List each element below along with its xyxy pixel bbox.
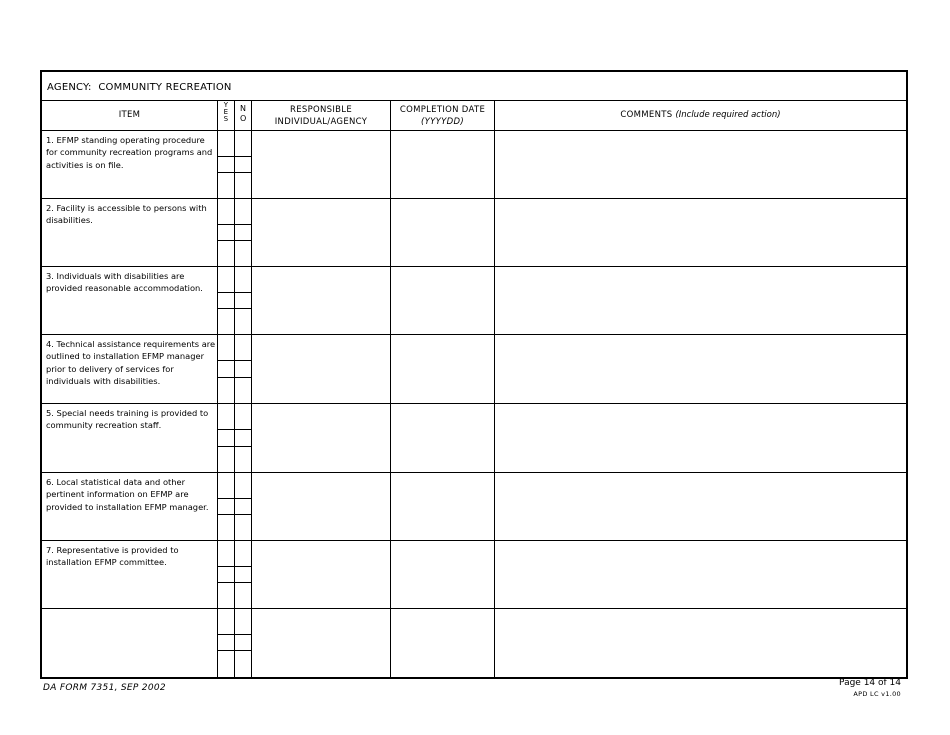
no-header-text: N O xyxy=(240,104,247,123)
form-id: DA FORM 7351, SEP 2002 xyxy=(43,683,166,693)
checklist-row-4 xyxy=(42,335,906,404)
checklist-row-5 xyxy=(42,404,906,473)
completion-header-line2: (YYYYDD) xyxy=(421,117,464,127)
checklist-form xyxy=(40,70,908,679)
page-number: Page 14 of 14 xyxy=(839,678,901,688)
no-column-header xyxy=(235,101,251,130)
checklist-row-1 xyxy=(42,131,906,199)
item-text: 3. Individuals with disabilities are provided reasonable accommodation. xyxy=(46,271,203,294)
checklist-row-8 xyxy=(42,609,906,677)
responsible-header-line2: INDIVIDUAL/AGENCY xyxy=(274,117,368,127)
item-text: 2. Facility is accessible to persons with disabilities. xyxy=(46,203,207,226)
column-divider xyxy=(217,101,218,677)
comments-header-note: (Include required action) xyxy=(675,110,781,120)
item-text: 1. EFMP standing operating procedure for community recreation programs and activities is on file. xyxy=(46,135,213,170)
comments-column-header xyxy=(495,101,906,130)
agency-label: AGENCY: xyxy=(47,82,92,93)
page-footer xyxy=(839,678,901,698)
checklist-row-7 xyxy=(42,541,906,609)
completion-header-line1: COMPLETION DATE xyxy=(399,105,486,115)
column-divider xyxy=(251,101,252,677)
item-text: 5. Special needs training is provided to community recreation staff. xyxy=(46,408,209,431)
item-text: 6. Local statistical data and other pertinent information on EFMP are provided to installation EFMP manager. xyxy=(46,477,209,512)
column-divider xyxy=(494,101,495,677)
table-header xyxy=(42,101,906,131)
comments-header-label: COMMENTS xyxy=(620,110,673,120)
yes-column-header xyxy=(218,101,234,130)
agency-field[interactable] xyxy=(42,72,906,101)
item-text: 4. Technical assistance requirements are outlined to installation EFMP manager prior to delivery of services for individuals with disabilities. xyxy=(46,339,216,386)
responsible-column-header xyxy=(252,101,390,130)
item-text: 7. Representative is provided to installation EFMP committee. xyxy=(46,545,179,568)
version-label: APD LC v1.00 xyxy=(853,690,901,698)
completion-column-header xyxy=(391,101,494,130)
column-divider xyxy=(390,101,391,677)
agency-value: COMMUNITY RECREATION xyxy=(98,82,232,93)
responsible-header-line1: RESPONSIBLE xyxy=(290,105,352,115)
checklist-row-3 xyxy=(42,267,906,335)
yes-header-text: Y E S xyxy=(223,101,229,123)
column-divider xyxy=(234,101,235,677)
checklist-row-2 xyxy=(42,199,906,267)
checklist-row-6 xyxy=(42,473,906,541)
item-column-header: ITEM xyxy=(118,110,141,120)
